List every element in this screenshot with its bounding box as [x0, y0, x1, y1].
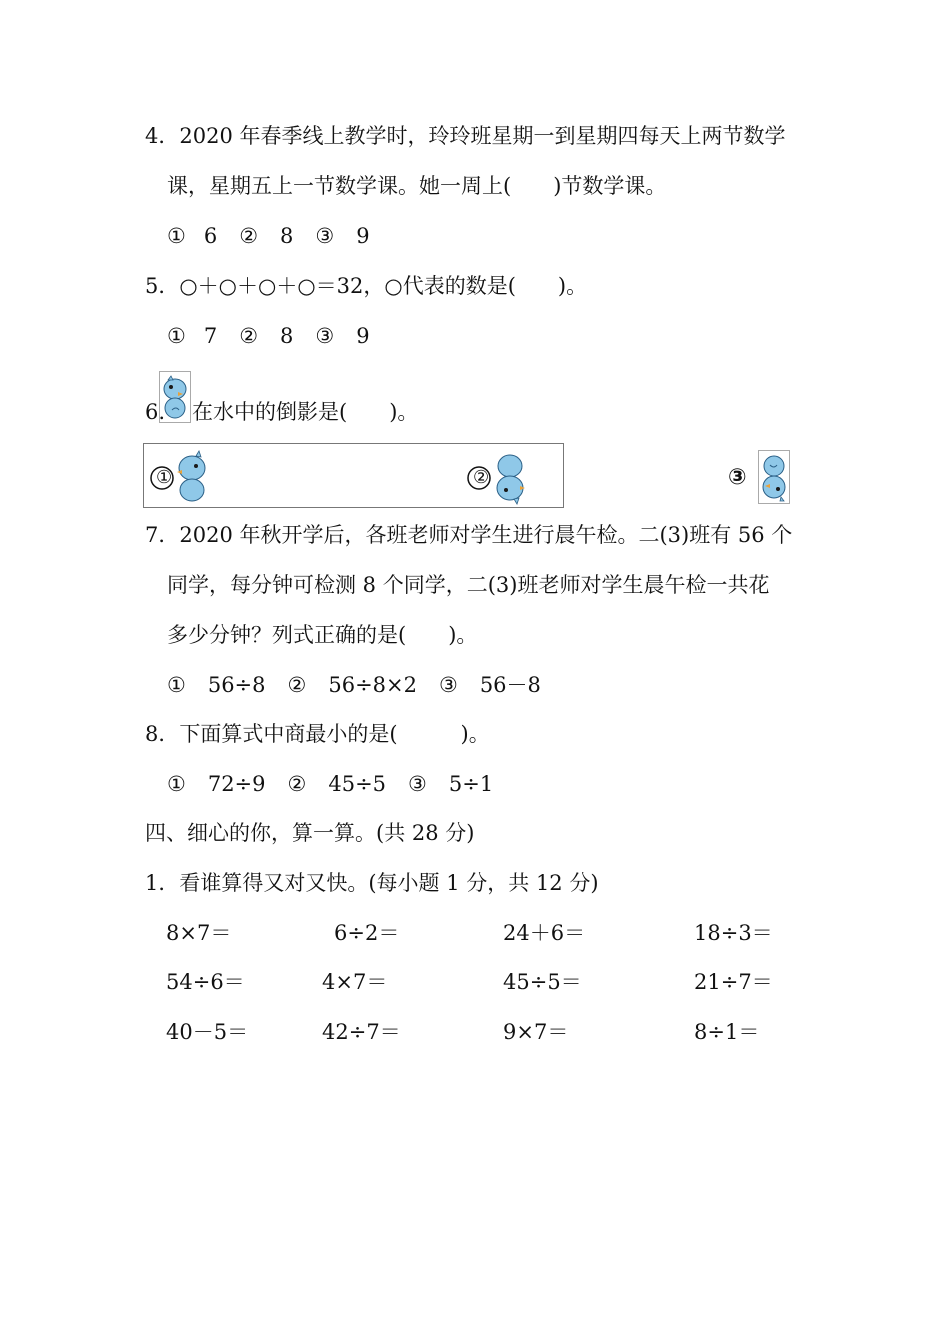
- q8-options: [167, 770, 493, 798]
- q8-line1: 8．下面算式中商最小的是( )。: [145, 722, 490, 746]
- equation: 45÷5＝: [503, 970, 582, 994]
- q7-options: [167, 671, 541, 699]
- equation: 40－5＝: [166, 1020, 249, 1044]
- equation: 8÷1＝: [694, 1020, 760, 1044]
- equation: 6÷2＝: [334, 921, 400, 945]
- q4-line1: 4．2020 年春季线上教学时，玲玲班星期一到星期四每天上两节数学: [145, 124, 786, 148]
- chick-icon: [160, 372, 190, 422]
- q6-options-art: [144, 444, 565, 509]
- q4-line2: 课，星期五上一节数学课。她一周上( )节数学课。: [167, 174, 667, 198]
- chick-option-1-icon: [177, 451, 205, 501]
- q6-suffix: 在水中的倒影是( )。: [192, 400, 419, 424]
- q7-line2: 同学，每分钟可检测 8 个同学，二(3)班老师对学生晨午检一共花: [167, 573, 770, 597]
- q4-options: [167, 222, 370, 250]
- q6-prefix: 6.: [145, 400, 166, 424]
- option-mark: ①: [167, 772, 186, 796]
- chick-image-frame: [159, 371, 191, 423]
- option-text: 56÷8×2: [328, 673, 417, 697]
- q7-line3: 多少分钟？列式正确的是( )。: [167, 623, 478, 647]
- option-mark: ①: [167, 224, 186, 248]
- equation: 21÷7＝: [694, 970, 773, 994]
- option-text: 8: [280, 324, 294, 348]
- equation: 8×7＝: [166, 921, 232, 945]
- option-mark: ③: [438, 673, 458, 697]
- equation: 9×7＝: [503, 1020, 569, 1044]
- option-text: 9: [356, 224, 370, 248]
- option-mark: ①: [167, 324, 186, 348]
- q5-options: [167, 322, 370, 350]
- q6-option-2-mark: ②: [473, 467, 490, 488]
- q5-line1: 5．○＋○＋○＋○＝32，○代表的数是( )。: [145, 274, 588, 298]
- option-mark: ②: [239, 224, 259, 248]
- option-text: 72÷9: [207, 772, 266, 796]
- section4-heading: 四、细心的你，算一算。(共 28 分): [145, 821, 475, 845]
- chick-option-2-icon: [497, 455, 525, 504]
- option-mark: ③: [408, 772, 427, 796]
- equation: 54÷6＝: [166, 970, 245, 994]
- option-text: 56－8: [479, 673, 541, 697]
- option-mark: ①: [167, 673, 186, 697]
- q6-option-1-mark: ①: [156, 467, 173, 488]
- option-mark: ②: [239, 324, 259, 348]
- equation: 42÷7＝: [322, 1020, 401, 1044]
- equation: 18÷3＝: [694, 921, 773, 945]
- option-text: 5÷1: [448, 772, 494, 796]
- equation: 4×7＝: [322, 970, 388, 994]
- q6-option-3-mark: ③: [728, 465, 747, 490]
- option-text: 8: [280, 224, 294, 248]
- option-mark: ③: [315, 224, 335, 248]
- option-text: 56÷8: [207, 673, 266, 697]
- q7-line1: 7．2020 年秋开学后，各班老师对学生进行晨午检。二(3)班有 56 个: [145, 523, 793, 547]
- section4-sub1: 1．看谁算得又对又快。(每小题 1 分，共 12 分): [145, 871, 599, 895]
- option-text: 9: [356, 324, 370, 348]
- option-mark: ②: [287, 772, 307, 796]
- chick-option-3-frame: [758, 450, 790, 504]
- equation: 24＋6＝: [503, 921, 586, 945]
- q6-options-box: [143, 443, 564, 508]
- option-mark: ③: [315, 324, 335, 348]
- chick-option-3-icon: [759, 451, 789, 503]
- option-text: 45÷5: [328, 772, 387, 796]
- option-mark: ②: [287, 673, 307, 697]
- option-text: 7: [203, 324, 218, 348]
- option-text: 6: [203, 224, 218, 248]
